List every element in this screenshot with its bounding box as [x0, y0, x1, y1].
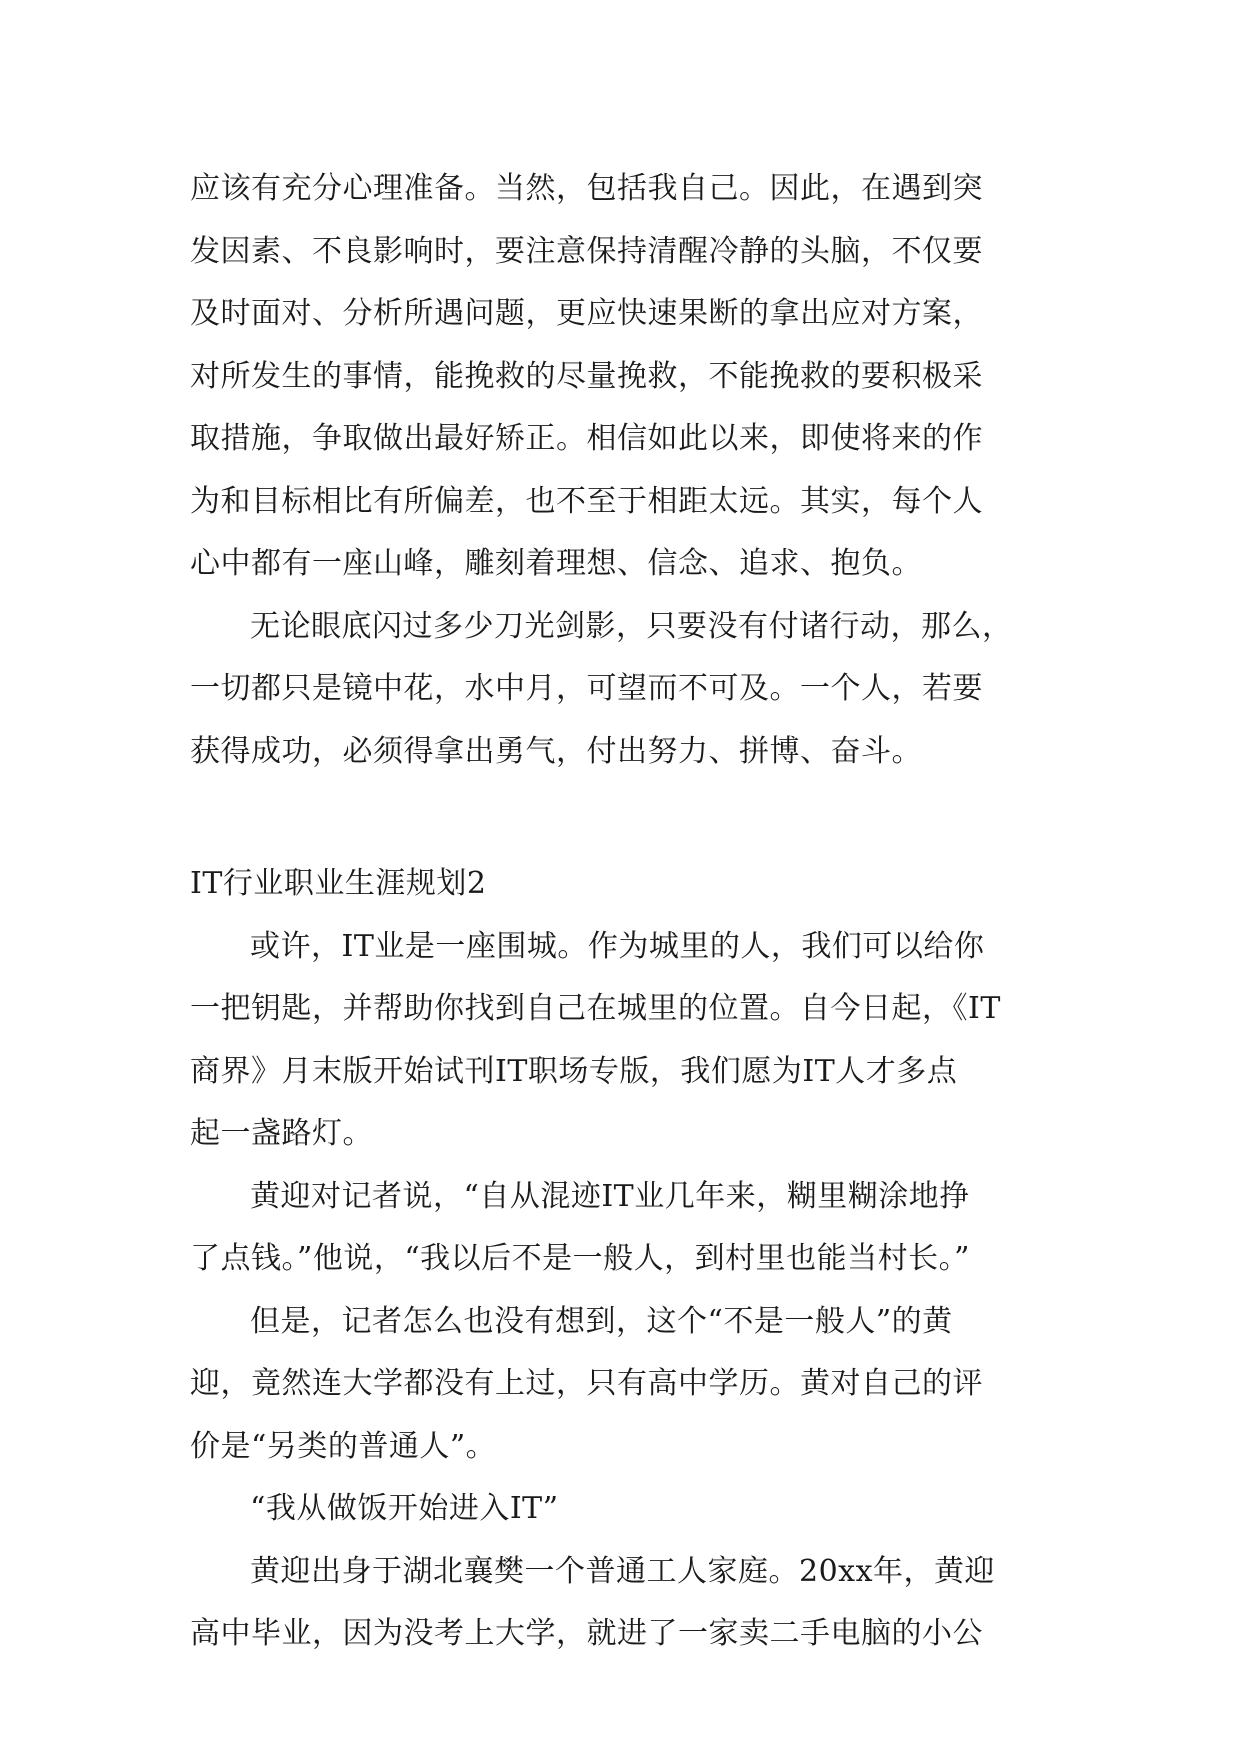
sub-heading: “我从做饭开始进入IT”: [250, 1491, 559, 1526]
text-line: 了点钱。”他说，“我以后不是一般人，到村里也能当村长。”: [190, 1241, 971, 1276]
paragraph-first-line: 黄迎对记者说，“自从混迹IT业几年来，糊里糊涂地挣: [250, 1178, 970, 1214]
text-line: 及时面对、分析所遇问题，更应快速果断的拿出应对方案，: [190, 296, 983, 331]
text-line: 迎，竟然连大学都没有上过，只有高中学历。黄对自己的评: [190, 1366, 983, 1401]
text-line: 应该有充分心理准备。当然，包括我自己。因此，在遇到突: [190, 171, 983, 206]
document-body: [190, 158, 1060, 1666]
text-line: 一切都只是镜中花，水中月，可望而不可及。一个人，若要: [190, 671, 983, 706]
text-line: 高中毕业，因为没考上大学，就进了一家卖二手电脑的小公: [190, 1616, 983, 1651]
text-line: 为和目标相比有所偏差，也不至于相距太远。其实，每个人: [190, 483, 983, 519]
section-heading: IT行业职业生涯规划2: [190, 866, 487, 901]
text-line: 对所发生的事情，能挽救的尽量挽救，不能挽救的要积极采: [190, 358, 983, 394]
text-line: 商界》月末版开始试刊IT职场专版，我们愿为IT人才多点: [190, 1053, 958, 1089]
text-line: 取措施，争取做出最好矫正。相信如此以来，即使将来的作: [190, 421, 983, 456]
text-line: 价是“另类的普通人”。: [190, 1428, 497, 1464]
paragraph-first-line: 黄迎出身于湖北襄樊一个普通工人家庭。20xx年，黄迎: [250, 1553, 996, 1589]
text-line: 一把钥匙，并帮助你找到自己在城里的位置。自今日起，《IT: [190, 991, 1001, 1026]
text-line: 心中都有一座山峰，雕刻着理想、信念、追求、抱负。: [190, 546, 922, 581]
section-gap: [190, 783, 1060, 853]
text-line: 获得成功，必须得拿出勇气，付出努力、拼博、奋斗。: [190, 733, 922, 769]
text-line: 起一盏路灯。: [190, 1116, 373, 1151]
paragraph-first-line: 但是，记者怎么也没有想到，这个“不是一般人”的黄: [250, 1303, 953, 1339]
paragraph-first-line: 无论眼底闪过多少刀光剑影，只要没有付诸行动，那么，: [250, 608, 1013, 644]
text-line: 发因素、不良影响时，要注意保持清醒冷静的头脑，不仅要: [190, 233, 983, 269]
paragraph-first-line: 或许，IT业是一座围城。作为城里的人，我们可以给你: [250, 928, 985, 964]
